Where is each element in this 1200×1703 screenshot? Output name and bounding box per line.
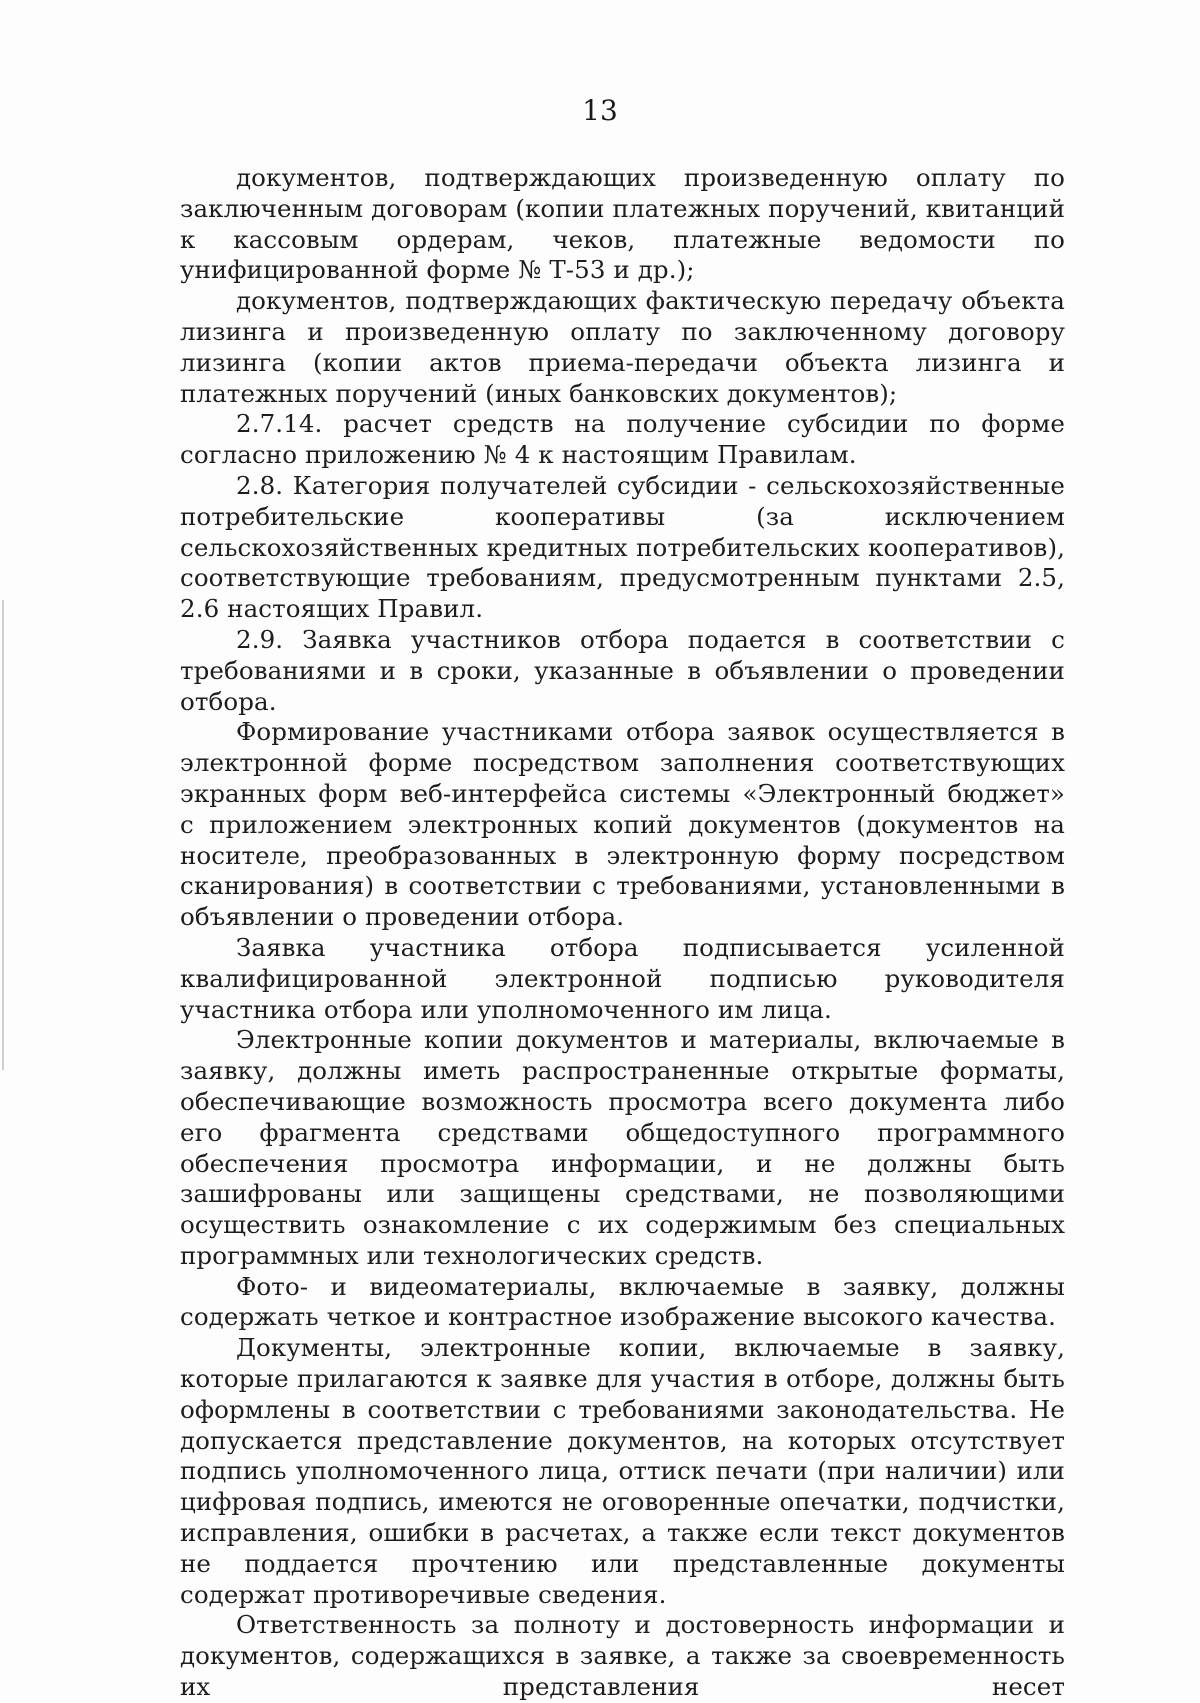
paragraph-electronic-form: Формирование участниками отбора заявок осуществляется в электронной форме посредством заполнения соответствующих экранных форм веб-интерфейса системы «Электронный бюджет» с приложением электронных копий документов (документов на носителе, преобразованных в электронную форму посредством сканирования) в соответствии с требованиями, установленными в объявлении о проведении отбора. [180,717,1065,932]
page-number: 13 [582,94,618,127]
paragraph-leasing-documents: документов, подтверждающих фактическую передачу объекта лизинга и произведенную оплату по заключенному договору лизинга (копии актов приема-передачи объекта лизинга и платежных поручений (иных банковских документов); [180,286,1065,408]
paragraph-electronic-copies: Электронные копии документов и материалы, включаемые в заявку, должны иметь распространенные открытые форматы, обеспечивающие возможность просмотра всего документа либо его фрагмента средствами общедоступного программного обеспечения просмотра информации, и не должны быть зашифрованы или защищены средствами, не позволяющими осуществить ознакомление с их содержимым без специальных программных или технологических средств. [180,1025,1065,1270]
document-body [180,163,1065,1703]
paragraph-responsibility: Ответственность за полноту и достоверность информации и документов, содержащихся в заявке, а также за своевременность их представления несет [180,1610,1065,1702]
paragraph-2-8: 2.8. Категория получателей субсидии - сельскохозяйственные потребительские кооперативы (за исключением сельскохозяйственных кредитных потребительских кооперативов), соответствующие требованиям, предусмотренным пунктами 2.5, 2.6 настоящих Правил. [180,470,1065,624]
paragraph-2-7-14: 2.7.14. расчет средств на получение субсидии по форме согласно приложению № 4 к настоящим Правилам. [180,409,1065,470]
scan-edge-mark [2,600,4,1070]
paragraph-documents-requirements: Документы, электронные копии, включаемые в заявку, которые прилагаются к заявке для участия в отборе, должны быть оформлены в соответствии с требованиями законодательства. Не допускается представление документов, на которых отсутствует подпись уполномоченного лица, оттиск печати (при наличии) или цифровая подпись, имеются не оговоренные опечатки, подчистки, исправления, ошибки в расчетах, а также если текст документов не поддается прочтению или представленные документы содержат противоречивые сведения. [180,1333,1065,1609]
paragraph-signature: Заявка участника отбора подписывается усиленной квалифицированной электронной подписью руководителя участника отбора или уполномоченного им лица. [180,932,1065,1024]
paragraph-photo-video: Фото- и видеоматериалы, включаемые в заявку, должны содержать четкое и контрастное изображение высокого качества. [180,1271,1065,1332]
paragraph-payment-documents: документов, подтверждающих произведенную оплату по заключенным договорам (копии платежных поручений, квитанций к кассовым ордерам, чеков, платежные ведомости по унифицированной форме № Т-53 и др.); [180,163,1065,285]
paragraph-2-9: 2.9. Заявка участников отбора подается в соответствии с требованиями и в сроки, указанные в объявлении о проведении отбора. [180,624,1065,716]
